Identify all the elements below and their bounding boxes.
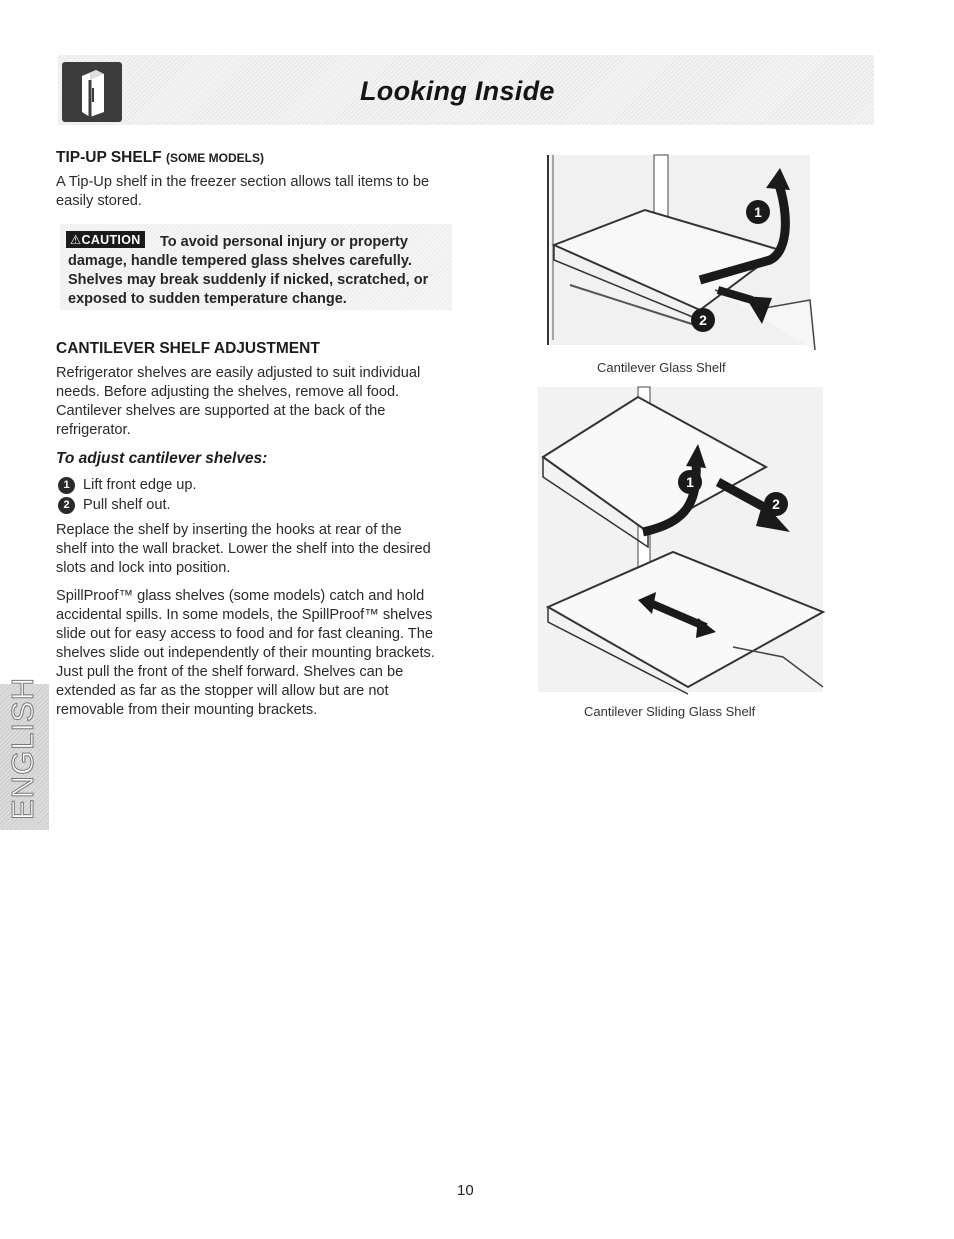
- step-1-number: 1: [58, 477, 75, 494]
- figure-1-caption: Cantilever Glass Shelf: [597, 360, 726, 375]
- svg-text:1: 1: [686, 474, 694, 490]
- cantilever-line-1: Refrigerator shelves are easily adjusted to suit individual: [56, 365, 421, 381]
- cantilever-heading: CANTILEVER SHELF ADJUSTMENT: [56, 340, 320, 357]
- language-tab-label: ENGLISH: [5, 676, 40, 820]
- cantilever-sliding-glass-shelf-figure: [538, 382, 828, 697]
- spill-line-1: SpillProof™ glass shelves (some models) catch and hold: [56, 588, 425, 604]
- spill-line-4: shelves slide out independently of their mounting brackets.: [56, 645, 435, 661]
- cantilever-glass-shelf-figure: [540, 150, 820, 355]
- cantilever-line-4: refrigerator.: [56, 422, 131, 438]
- tip-up-heading-text: TIP-UP SHELF: [56, 149, 162, 166]
- step-2-text: Pull shelf out.: [83, 497, 171, 513]
- svg-text:2: 2: [699, 312, 707, 328]
- tip-up-body-2: easily stored.: [56, 193, 142, 209]
- tip-up-body-1: A Tip-Up shelf in the freezer section allows tall items to be: [56, 174, 430, 190]
- spill-line-6: extended as far as the stopper will allow but are not: [56, 683, 389, 699]
- spill-line-7: removable from their mounting brackets.: [56, 702, 318, 718]
- svg-text:1: 1: [754, 204, 762, 220]
- spill-line-5: Just pull the front of the shelf forward. Shelves can be: [56, 664, 404, 680]
- svg-text:2: 2: [772, 496, 780, 512]
- step-1: [58, 477, 197, 494]
- cantilever-line-2: needs. Before adjusting the shelves, remove all food.: [56, 384, 400, 400]
- refrigerator-icon: [62, 62, 122, 122]
- replace-line-3: slots and lock into position.: [56, 560, 231, 576]
- adjust-subheading: To adjust cantilever shelves:: [56, 450, 268, 467]
- replace-line-2: shelf into the wall bracket. Lower the shelf into the desired: [56, 541, 431, 557]
- step-1-text: Lift front edge up.: [83, 477, 197, 493]
- tip-up-heading: [56, 149, 264, 167]
- spill-line-3: slide out for easy access to food and for fast cleaning. The: [56, 626, 433, 642]
- spill-line-2: accidental spills. In some models, the SpillProof™ shelves: [56, 607, 433, 623]
- figure-2-caption: Cantilever Sliding Glass Shelf: [584, 704, 756, 719]
- caution-badge: ⚠CAUTION: [66, 231, 145, 248]
- page-title: Looking Inside: [360, 76, 555, 106]
- tip-up-heading-note: (SOME MODELS): [165, 151, 264, 165]
- caution-text: To avoid personal injury or property damage, handle tempered glass shelves carefully. Shelves may break suddenly if nicked, scratched, or exposed to sudden temperature change.: [68, 234, 429, 307]
- step-2-number: 2: [58, 497, 75, 514]
- step-2: [58, 497, 171, 514]
- page-number: 10: [457, 1182, 474, 1199]
- cantilever-line-3: Cantilever shelves are supported at the back of the: [56, 403, 386, 419]
- replace-line-1: Replace the shelf by inserting the hooks at rear of the: [56, 522, 402, 538]
